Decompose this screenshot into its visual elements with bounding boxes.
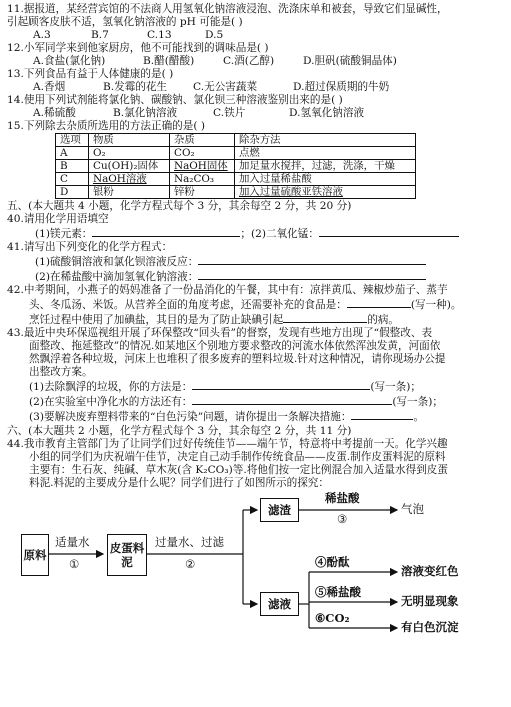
- table-cell: 锌粉: [170, 186, 235, 199]
- table-row: [56, 147, 416, 160]
- flow-step2-label: 过量水、过滤: [155, 535, 224, 549]
- q13-option-b[interactable]: B.发霉的花生: [103, 81, 168, 93]
- q44-flow-diagram: [7, 492, 505, 642]
- q40-parts: [7, 226, 505, 241]
- section-6-title: 六、(本大题共 2 小题，化学方程式每个 3 分，其余每空 2 分，共 11 分): [7, 425, 352, 437]
- flow-result6: 有白色沉淀: [401, 620, 459, 634]
- q40-part2-label: ；(2)二氧化锰：: [240, 228, 319, 240]
- q12-option-a[interactable]: A.食盐(氯化钠): [33, 55, 106, 67]
- q13-option-c[interactable]: C.无公害蔬菜: [193, 81, 258, 93]
- q14-option-a[interactable]: A.稀硫酸: [33, 107, 76, 119]
- q43-answer1-blank[interactable]: [192, 379, 370, 390]
- q41-part1: [7, 254, 505, 269]
- q12-option-d[interactable]: D.胆矾(硫酸铜晶体): [303, 55, 397, 67]
- q42-line1: 42.中考期间，小燕子的妈妈准备了一份晶消化的午餐，其中有：凉拌黄瓜、辣椒炒茄子、蒸芋: [7, 284, 448, 296]
- table-header: 除杂方法: [235, 134, 416, 147]
- table-header: 选项: [56, 134, 89, 147]
- flow-result-gas: 气泡: [401, 502, 424, 516]
- flow-node-raw: 原料: [21, 534, 49, 576]
- section-5-title: 五、(本大题共 4 小题，化学方程式每个 3 分，其余每空 2 分，共 20 分): [7, 200, 352, 212]
- table-cell: CO₂: [170, 147, 235, 160]
- q43-part2-suffix: (写一条)；: [392, 396, 443, 408]
- q42-line2: [7, 297, 505, 312]
- q42-answer1-blank[interactable]: [347, 297, 411, 308]
- q41-answer2-blank[interactable]: [198, 269, 426, 280]
- table-header: 杂质: [170, 134, 235, 147]
- q44-line2: 小组的同学们为庆祝端午佳节，决定自己动手制作传统食品——皮蛋.制作皮蛋料泥的原料: [29, 451, 446, 463]
- q43-part1: [7, 379, 505, 394]
- q11-option-a[interactable]: A.3: [33, 29, 51, 41]
- q43-answer3-blank[interactable]: [351, 409, 413, 420]
- q43-part1-suffix: (写一条)；: [370, 381, 421, 393]
- q14-stem: 14.使用下列试剂能将氯化钠、碳酸钠、氯化钡三种溶液鉴别出来的是( ): [7, 94, 343, 106]
- q43-part3: [7, 409, 505, 424]
- q43-answer2-blank[interactable]: [192, 394, 392, 405]
- table-header: 物质: [89, 134, 170, 147]
- q42-line2-suffix: (写一种)。: [410, 299, 462, 311]
- flow-node-residue: 滤渣: [260, 498, 299, 522]
- q40-part1-label: (1)镁元素：: [35, 228, 93, 240]
- q41-part2: [7, 269, 505, 284]
- table-cell: NaOH溶液: [89, 173, 170, 186]
- table-cell: NaOH固体: [170, 160, 235, 173]
- q14-options: [7, 107, 505, 120]
- q13-option-a[interactable]: A.香烟: [33, 81, 66, 93]
- table-cell: 银粉: [89, 186, 170, 199]
- table-cell: 加入过量硫酸亚铁溶液: [235, 186, 416, 199]
- flow-step3-num: ③: [337, 512, 348, 526]
- q40-answer2-blank[interactable]: [319, 226, 459, 237]
- flow-branch4-label: ④酚酞: [315, 555, 350, 569]
- table-header-row: [56, 134, 416, 147]
- flow-branch6-label: ⑥CO₂: [315, 611, 350, 625]
- q14-option-c[interactable]: C.铁片: [213, 107, 246, 119]
- q42-answer2-blank[interactable]: [283, 312, 367, 323]
- table-cell: D: [56, 186, 89, 199]
- q13-stem: 13.下列食品有益于人体健康的是( ): [7, 68, 174, 80]
- q44-line1: 44.我市教育主管部门为了让同学们过好传统佳节——端午节，特意将中考提前一天。化学兴趣: [7, 438, 448, 450]
- q11-options: [7, 29, 505, 42]
- q11-line2: 引起顾客皮肤不适，氢氧化钠溶液的 pH 可能是( ): [7, 16, 243, 28]
- q42-line3-text: 烹饪过程中使用了加碘盐，其目的是为了防止缺碘引起: [29, 314, 284, 326]
- q14-option-d[interactable]: D.氢氧化钠溶液: [289, 107, 365, 119]
- q13-option-d[interactable]: D.超过保质期的牛奶: [293, 81, 390, 93]
- q41-answer1-blank[interactable]: [198, 254, 426, 265]
- flow-result5: 无明显现象: [401, 594, 459, 608]
- table-cell: A: [56, 147, 89, 160]
- q43-line4: 出整改方案。: [29, 366, 93, 378]
- q12-option-c[interactable]: C.酒(乙醇): [223, 55, 275, 67]
- q11-option-d[interactable]: D.5: [205, 29, 224, 41]
- q15-stem: 15.下列除去杂质所选用的方法正确的是( ): [7, 120, 205, 132]
- table-row: [56, 186, 416, 199]
- table-cell: B: [56, 160, 89, 173]
- flow-result4: 溶液变红色: [401, 564, 459, 578]
- q44-line4: 料泥.料泥的主要成分是什么呢？同学们进行了如图所示的探究：: [29, 477, 329, 489]
- q12-options: [7, 55, 505, 68]
- flow-step2-num: ②: [185, 557, 196, 571]
- table-cell: Na₂CO₃: [170, 173, 235, 186]
- table-cell: O₂: [89, 147, 170, 160]
- q13-options: [7, 81, 505, 94]
- q40-stem: 40.请用化学用语填空: [7, 213, 109, 225]
- q43-part3-label: (3)要解决废弃塑料带来的“白色污染”问题，请你提出一条解决措施：: [29, 411, 352, 423]
- flow-hcl-top-label: 稀盐酸: [325, 491, 360, 505]
- q42-line2-text: 头、冬瓜汤、米饭。从营养全面的角度考虑，还需要补充的食品是：: [29, 299, 347, 311]
- q11-line1: 11.据报道，某经营宾馆的不法商人用氢氧化钠溶液浸泡、洗涤床单和被套，导致它们显碱性，: [7, 3, 448, 15]
- q43-line2: 面整改、拖延整改”的情况.如某地区个别地方要求整改的河流水体依然浑浊发黄，河面依: [29, 340, 441, 352]
- flow-node-mud: 皮蛋料泥: [107, 534, 147, 576]
- q43-part2-label: (2)在实验室中净化水的方法还有：: [29, 396, 193, 408]
- table-cell: 加入过量稀盐酸: [235, 173, 416, 186]
- q43-part3-suffix: 。: [413, 411, 425, 423]
- q11-option-c[interactable]: C.13: [147, 29, 172, 41]
- q42-line3-suffix: 的病。: [367, 314, 400, 326]
- q41-part2-label: (2)在稀盐酸中滴加氢氧化钠溶液：: [35, 271, 199, 283]
- q14-option-b[interactable]: B.氯化钠溶液: [113, 107, 178, 119]
- table-row: [56, 173, 416, 186]
- q43-line3: 然飘浮着各种垃圾，河床上也堆积了很多废弃的塑料垃圾.针对这种情况，请你现场办公提: [29, 353, 446, 365]
- table-cell: C: [56, 173, 89, 186]
- q43-line1: 43.最近中央环保巡视组开展了环保整改“回头看”的督察，发现有些地方出现了“假整改、表: [7, 327, 433, 339]
- q43-part1-label: (1)去除飘浮的垃圾，你的方法是：: [29, 381, 193, 393]
- q42-line3: [7, 312, 505, 327]
- table-cell: Cu(OH)₂固体: [89, 160, 170, 173]
- flow-step1-label: 适量水: [55, 535, 90, 549]
- table-cell: 加足量水搅拌，过滤，洗涤，干燥: [235, 160, 416, 173]
- q41-part1-label: (1)硫酸铜溶液和氯化钡溶液反应：: [35, 256, 199, 268]
- q43-part2: [7, 394, 505, 409]
- flow-branch5-label: ⑤稀盐酸: [315, 585, 361, 599]
- flow-node-filtrate: 滤液: [260, 592, 299, 616]
- flow-step1-num: ①: [69, 557, 80, 571]
- table-cell: 点燃: [235, 147, 416, 160]
- q41-stem: 41.请写出下列变化的化学方程式：: [7, 241, 173, 253]
- q12-option-b[interactable]: B.醋(醋酸): [143, 55, 195, 67]
- q11-option-b[interactable]: B.7: [91, 29, 109, 41]
- q12-stem: 12.小军同学来到他家厨房，他不可能找到的调味品是( ): [7, 42, 269, 54]
- q15-table: [55, 133, 416, 199]
- table-row: [56, 160, 416, 173]
- q40-answer1-blank[interactable]: [92, 226, 240, 237]
- q44-line3: 主要有：生石灰、纯碱、草木灰(含 K₂CO₃)等.将他们按一定比例混合加入适量水得到皮蛋: [29, 464, 448, 476]
